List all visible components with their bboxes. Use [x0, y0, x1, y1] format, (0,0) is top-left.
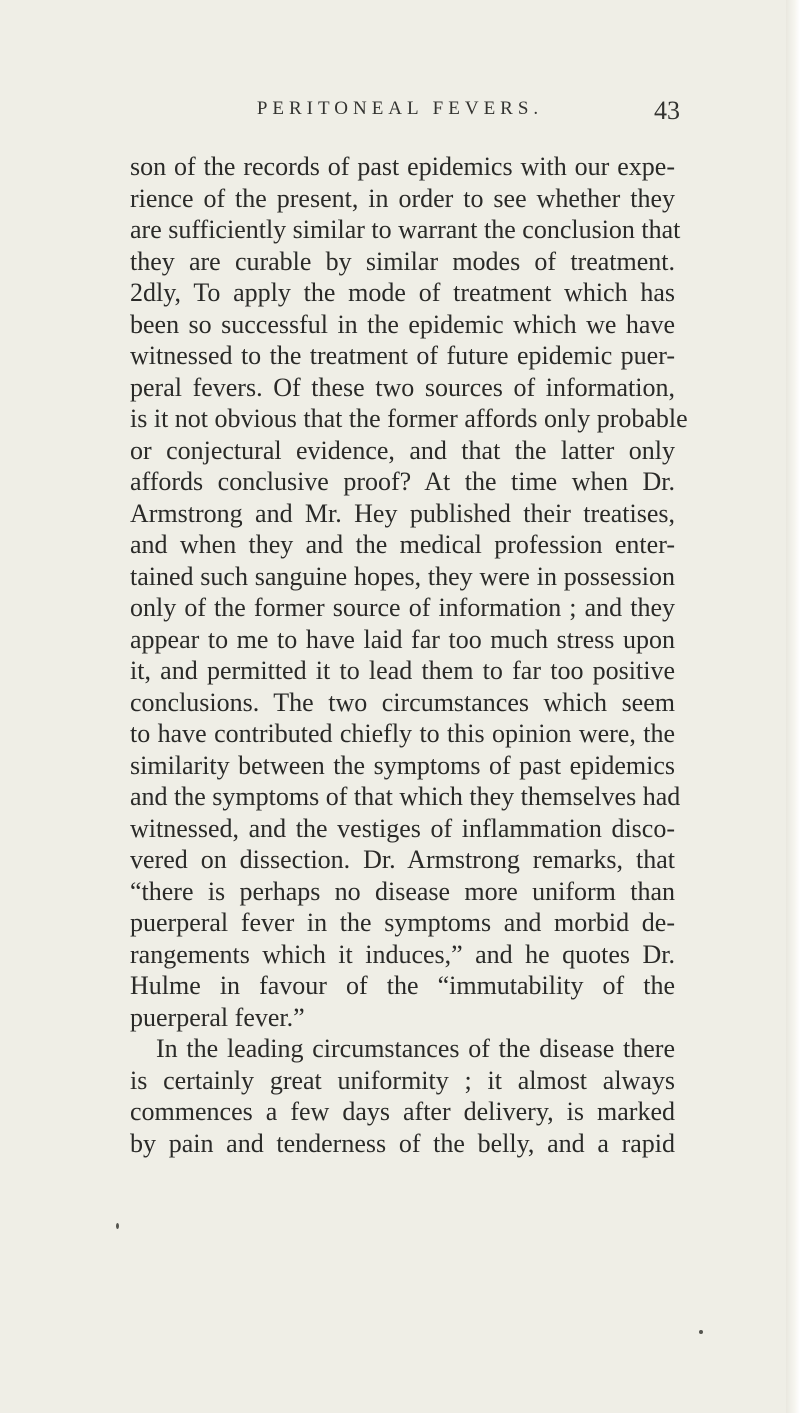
text-line: and when they and the medical profession enter- — [130, 530, 675, 559]
text-line: rangements which it induces,” and he quotes Dr. — [130, 939, 675, 969]
text-line: is certainly great uniformity ; it almost always — [130, 1065, 675, 1095]
text-line: is it not obvious that the former affords only probable — [130, 404, 688, 433]
body-text — [130, 151, 688, 1159]
text-line: puerperal fever.” — [130, 1002, 305, 1032]
text-line: commences a few days after delivery, is marked — [130, 1097, 675, 1126]
text-line: or conjectural evidence, and that the latter only — [130, 435, 675, 465]
running-title: PERITONEAL FEVERS. — [256, 98, 544, 119]
text-line: only of the former source of information ; and they — [130, 593, 675, 622]
text-line: they are curable by similar modes of treatment. — [130, 246, 675, 276]
text-line: witnessed, and the vestiges of inflammation disco- — [130, 813, 675, 843]
text-line: Hulme in favour of the “immutability of the — [130, 971, 675, 1000]
text-line: to have contributed chiefly to this opinion were, the — [130, 719, 675, 748]
text-line: similarity between the symptoms of past epidemics — [130, 750, 675, 780]
text-line: tained such sanguine hopes, they were in possession — [130, 561, 675, 591]
text-line: peral fevers. Of these two sources of information, — [130, 372, 675, 402]
text-line: it, and permitted it to lead them to far too positive — [130, 656, 675, 685]
text-line: by pain and tenderness of the belly, and a rapid — [130, 1128, 675, 1158]
text-line: son of the records of past epidemics with our expe- — [130, 152, 675, 181]
page-header — [120, 96, 680, 132]
text-line: 2dly, To apply the mode of treatment which has — [130, 278, 675, 307]
text-line: In the leading circumstances of the disease there — [156, 1034, 675, 1063]
ink-speck — [699, 1330, 703, 1334]
text-line: appear to me to have laid far too much stress upon — [130, 624, 675, 654]
ink-speck — [116, 1223, 119, 1229]
text-line: been so successful in the epidemic which we have — [130, 309, 675, 339]
text-line: rience of the present, in order to see whether they — [130, 183, 675, 213]
text-line: and the symptoms of that which they themselves had — [130, 782, 681, 811]
page-number: 43 — [654, 96, 680, 125]
text-line: affords conclusive proof? At the time when Dr. — [130, 467, 675, 496]
text-line: puerperal fever in the symptoms and morbid de- — [130, 908, 675, 937]
text-line: vered on dissection. Dr. Armstrong remarks, that — [130, 845, 675, 874]
text-line: are sufficiently similar to warrant the conclusion that — [130, 215, 681, 244]
text-line: witnessed to the treatment of future epidemic puer- — [130, 341, 675, 370]
text-line: Armstrong and Mr. Hey published their treatises, — [130, 498, 675, 528]
text-line: conclusions. The two circumstances which seem — [130, 687, 675, 717]
page-edge — [786, 0, 800, 1413]
text-line: “there is perhaps no disease more uniform than — [130, 876, 675, 906]
